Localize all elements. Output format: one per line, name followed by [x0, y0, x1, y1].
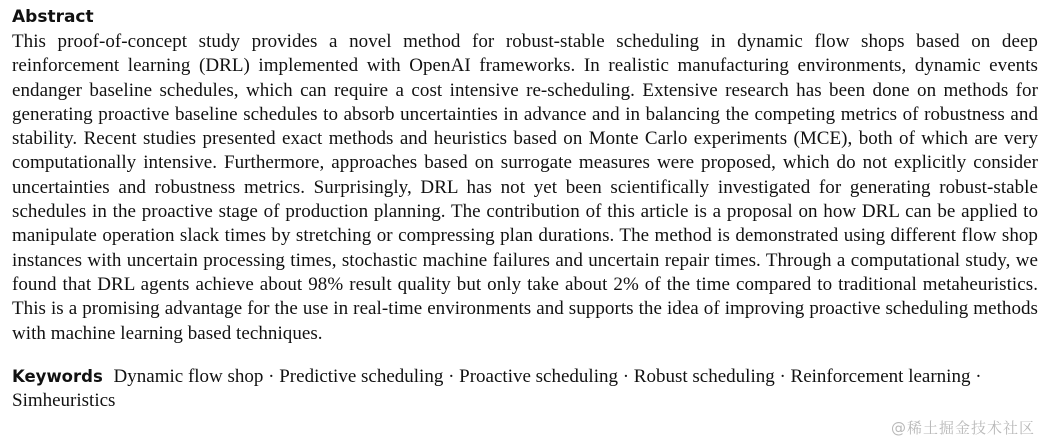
watermark: @稀土掘金技术社区 — [890, 419, 1035, 437]
keywords-text: Dynamic flow shop · Predictive scheduling · Proactive scheduling · Robust scheduling · Reinforcement learning · Simheuristics — [12, 365, 982, 412]
keywords-section — [12, 365, 1038, 414]
keywords-label: Keywords — [12, 366, 103, 386]
paper-page — [12, 6, 1038, 414]
abstract-body: This proof-of-concept study provides a novel method for robust-stable scheduling in dynamic flow shops based on deep reinforcement learning (DRL) implemented with OpenAI frameworks. In realistic manufacturing environments, dynamic events endanger baseline schedules, which can require a cost intensive re-scheduling. Extensive research has been done on methods for generating proactive baseline schedules to absorb uncertainties in advance and in balancing the competing metrics of robustness and stability. Recent studies presented exact methods and heuristics based on Monte Carlo experiments (MCE), both of which are very computationally intensive. Furthermore, approaches based on surrogate measures were proposed, which do not explicitly consider uncertainties and robustness metrics. Surprisingly, DRL has not yet been scientifically investigated for generating robust-stable schedules in the proactive stage of production planning. The contribution of this article is a proposal on how DRL can be applied to manipulate operation slack times by stretching or compressing plan durations. The method is demonstrated using different flow shop instances with uncertain processing times, stochastic machine failures and uncertain repair times. Through a computational study, we found that DRL agents achieve about 98% result quality but only take about 2% of the time compared to traditional metaheuristics. This is a promising advantage for the use in real-time environments and supports the idea of improving proactive scheduling methods with machine learning based techniques. — [12, 31, 1038, 344]
abstract-heading: Abstract — [12, 7, 94, 27]
